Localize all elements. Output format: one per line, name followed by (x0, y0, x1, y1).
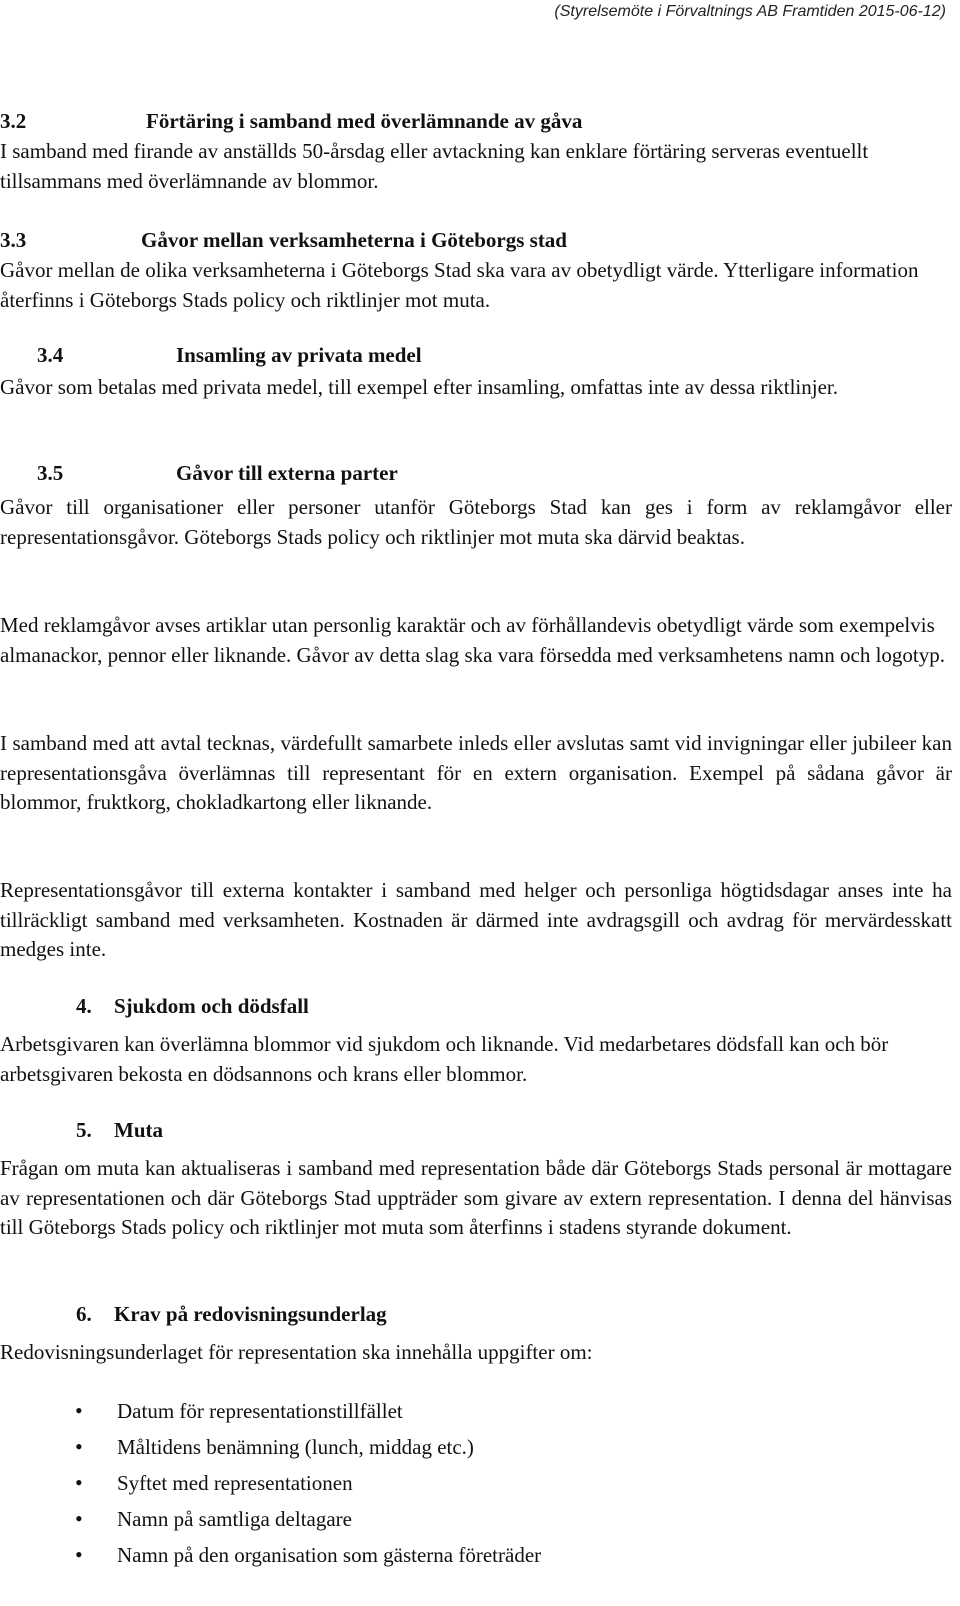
section-3-4-heading (37, 340, 422, 370)
section-3-5-heading (37, 458, 398, 488)
section-4-text: Arbetsgivaren kan överlämna blommor vid sjukdom och liknande. Vid medarbetares dödsfall kan och bör arbetsgivaren bekosta en dödsannons och krans eller blommor. (0, 1032, 889, 1086)
section-number: 6. (76, 1302, 92, 1326)
section-3-2-heading (0, 106, 582, 136)
list-item: • Datum för representationstillfället (0, 1393, 541, 1429)
section-title: Muta (114, 1118, 163, 1142)
section-3-3-heading (0, 225, 567, 255)
section-4-heading (76, 991, 309, 1021)
section-5-heading (76, 1115, 163, 1145)
section-number: 3.5 (37, 461, 64, 485)
page-header: (Styrelsemöte i Förvaltnings AB Framtiden 2015-06-12) (554, 3, 946, 20)
section-number: 3.4 (37, 343, 64, 367)
section-3-5-paragraph-3: I samband med att avtal tecknas, värdefullt samarbete inleds eller avslutas samt vid invigningar eller jubileer kan representationsgåva överlämnas till representant för en extern organisation. Exempel på sådana gåvor är blommor, fruktkorg, chokladkartong eller liknande. (0, 731, 952, 814)
section-number: 3.3 (0, 228, 27, 252)
section-3-5-paragraph-1: Gåvor till organisationer eller personer utanför Göteborgs Stad kan ges i form av reklamgåvor eller representationsgåvor. Göteborgs Stads policy och riktlinjer mot muta ska därvid beaktas. (0, 495, 952, 549)
section-title: Gåvor mellan verksamheterna i Göteborgs stad (141, 228, 567, 252)
section-6-heading (76, 1299, 387, 1329)
list-item: • Syftet med representationen (0, 1465, 541, 1501)
section-title: Sjukdom och dödsfall (114, 994, 309, 1018)
section-3-3-text: Gåvor mellan de olika verksamheterna i Göteborgs Stad ska vara av obetydligt värde. Ytterligare information återfinns i Göteborgs Stads policy och riktlinjer mot muta. (0, 258, 919, 312)
section-title: Förtäring i samband med överlämnande av gåva (146, 109, 583, 133)
section-number: 5. (76, 1118, 92, 1142)
requirements-list (0, 1393, 541, 1573)
list-item: • Namn på den organisation som gästerna företräder (0, 1537, 541, 1573)
section-number: 4. (76, 994, 92, 1018)
section-3-5-paragraph-2: Med reklamgåvor avses artiklar utan personlig karaktär och av förhållandevis obetydligt värde som exempelvis almanackor, pennor eller liknande. Gåvor av detta slag ska vara försedda med verksamhetens namn och logotyp. (0, 613, 945, 667)
section-3-2-text: I samband med firande av anställds 50-årsdag eller avtackning kan enklare förtäring serveras eventuellt tillsammans med överlämnande av blommor. (0, 139, 869, 193)
section-3-5-paragraph-4: Representationsgåvor till externa kontakter i samband med helger och personliga högtidsdagar anses inte ha tillräckligt samband med verksamheten. Kostnaden är därmed inte avdragsgill och avdrag för mervärdesskatt medges inte. (0, 878, 952, 961)
section-3-4-text: Gåvor som betalas med privata medel, till exempel efter insamling, omfattas inte av dessa riktlinjer. (0, 375, 839, 399)
section-number: 3.2 (0, 109, 27, 133)
list-item: • Namn på samtliga deltagare (0, 1501, 541, 1537)
section-title: Insamling av privata medel (176, 343, 422, 367)
section-title: Krav på redovisningsunderlag (114, 1302, 387, 1326)
section-5-text: Frågan om muta kan aktualiseras i samband med representation både där Göteborgs Stads personal är mottagare av representationen och där Göteborgs Stad uppträder som givare av extern representation. I denna del hänvisas till Göteborgs Stads policy och riktlinjer mot muta som återfinns i stadens styrande dokument. (0, 1156, 952, 1239)
section-title: Gåvor till externa parter (176, 461, 398, 485)
section-6-text: Redovisningsunderlaget för representation ska innehålla uppgifter om: (0, 1340, 593, 1364)
list-item: • Måltidens benämning (lunch, middag etc.) (0, 1429, 541, 1465)
